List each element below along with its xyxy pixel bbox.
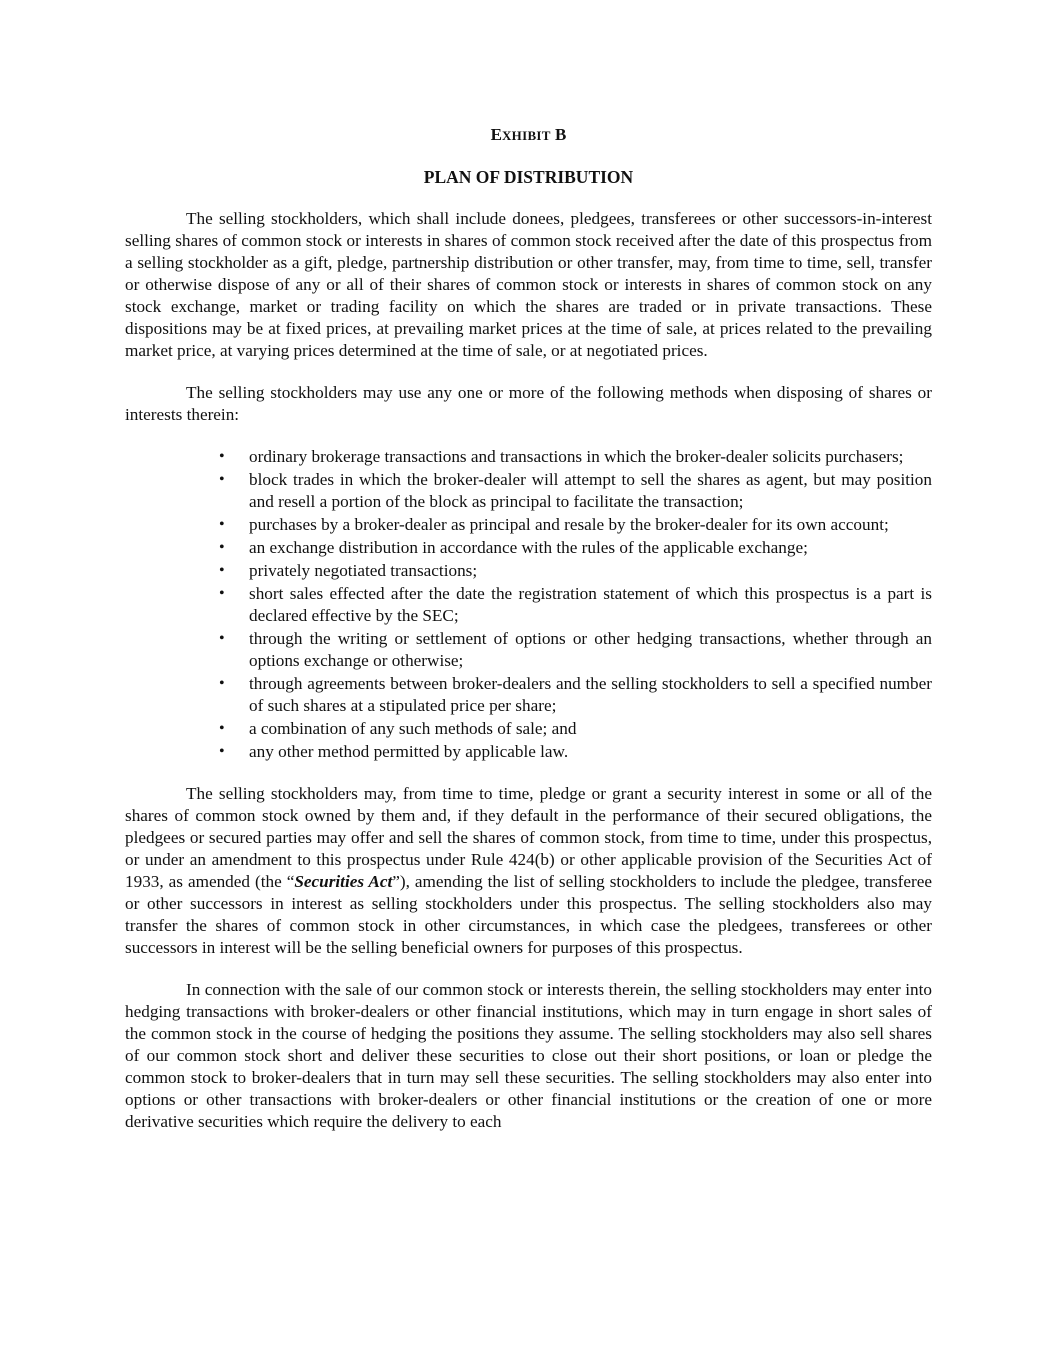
list-item-text: through the writing or settlement of options or other hedging transactions, whether through an options exchange or otherwise;	[249, 629, 932, 670]
list-item-text: privately negotiated transactions;	[249, 561, 478, 580]
paragraph-hedging: In connection with the sale of our common stock or interests therein, the selling stockholders may enter into hedging transactions with broker-dealers or other financial institutions, which may in turn engage in short sales of the common stock in the course of hedging the positions they assume. The selling stockholders may also sell shares of our common stock short and deliver these securities to close out their short positions, or loan or pledge the common stock to broker-dealers that in turn may sell these securities. The selling stockholders may also enter into options or other transactions with broker-dealers or other financial institutions or the creation of one or more derivative securities which require the delivery to each	[125, 980, 932, 1131]
paragraph-intro: The selling stockholders, which shall include donees, pledgees, transferees or other successors-in-interest selling shares of common stock or interests in shares of common stock received after the date of this prospectus from a selling stockholder as a gift, pledge, partnership distribution or other transfer, may, from time to time, sell, transfer or otherwise dispose of any or all of their shares of common stock or interests in shares of common stock on any stock exchange, market or trading facility on which the shares are traded or in private transactions. These dispositions may be at fixed prices, at prevailing market prices at the time of sale, at prices related to the prevailing market price, at varying prices determined at the time of sale, or at negotiated prices.	[125, 209, 932, 360]
exhibit-heading	[125, 124, 932, 146]
paragraph-pledge	[125, 783, 932, 959]
methods-list	[125, 446, 932, 763]
paragraph-methods-intro: The selling stockholders may use any one or more of the following methods when disposing of shares or interests therein:	[125, 383, 932, 424]
list-item	[219, 514, 932, 536]
list-item-text: through agreements between broker-dealers and the selling stockholders to sell a specified number of such shares at a stipulated price per share;	[249, 674, 932, 715]
list-item	[219, 718, 932, 740]
list-item-text: a combination of any such methods of sale; and	[249, 719, 577, 738]
exhibit-heading-letter: B	[550, 125, 567, 144]
list-item	[219, 537, 932, 559]
list-item-text: short sales effected after the date the registration statement of which this prospectus is a part is declared effective by the SEC;	[249, 584, 932, 625]
list-item-text: ordinary brokerage transactions and transactions in which the broker-dealer solicits purchasers;	[249, 447, 904, 466]
bullet-icon: •	[219, 630, 225, 647]
bullet-icon: •	[219, 539, 225, 556]
exhibit-heading-initial: E	[490, 125, 502, 144]
bullet-icon: •	[219, 562, 225, 579]
paragraph-pledge-text-2: ”), amending the list of selling stockholders to include the pledgee, transferee or other successors in interest as selling stockholders under this prospectus. The selling stockholders also may transfer the shares of common stock in other circumstances, in which case the pledgees, transferees or other successors in interest will be the selling beneficial owners for purposes of this prospectus.	[125, 872, 932, 957]
list-item-text: any other method permitted by applicable law.	[249, 742, 569, 761]
list-item	[219, 741, 932, 763]
list-item	[219, 673, 932, 717]
list-item-text: block trades in which the broker-dealer will attempt to sell the shares as agent, but may position and resell a portion of the block as principal to facilitate the transaction;	[249, 470, 932, 511]
document-title: PLAN OF DISTRIBUTION	[423, 167, 634, 187]
bullet-icon: •	[219, 585, 225, 602]
bullet-icon: •	[219, 471, 225, 488]
list-item	[219, 446, 932, 468]
bullet-icon: •	[219, 448, 225, 465]
bullet-icon: •	[219, 516, 225, 533]
list-item	[219, 560, 932, 582]
bullet-icon: •	[219, 675, 225, 692]
list-item-text: purchases by a broker-dealer as principal and resale by the broker-dealer for its own account;	[249, 515, 889, 534]
list-item-text: an exchange distribution in accordance with the rules of the applicable exchange;	[249, 538, 808, 557]
list-item	[219, 583, 932, 627]
bullet-icon: •	[219, 743, 225, 760]
list-item	[219, 628, 932, 672]
document-page	[125, 124, 932, 1153]
bullet-icon: •	[219, 720, 225, 737]
exhibit-heading-smallcaps: XHIBIT	[501, 128, 551, 143]
list-item	[219, 469, 932, 513]
paragraph-pledge-text-1: The selling stockholders may, from time to time, pledge or grant a security interest in some or all of the shares of common stock owned by them and, if they default in the performance of their secured obligations, the pledgees or secured parties may offer and sell the shares of common stock, from time to time, under this prospectus, or under an amendment to this prospectus under Rule 424(b) or other applicable provision of the Securities Act of 1933, as amended (the “	[125, 784, 932, 891]
defined-term-securities-act: Securities Act	[294, 872, 393, 891]
